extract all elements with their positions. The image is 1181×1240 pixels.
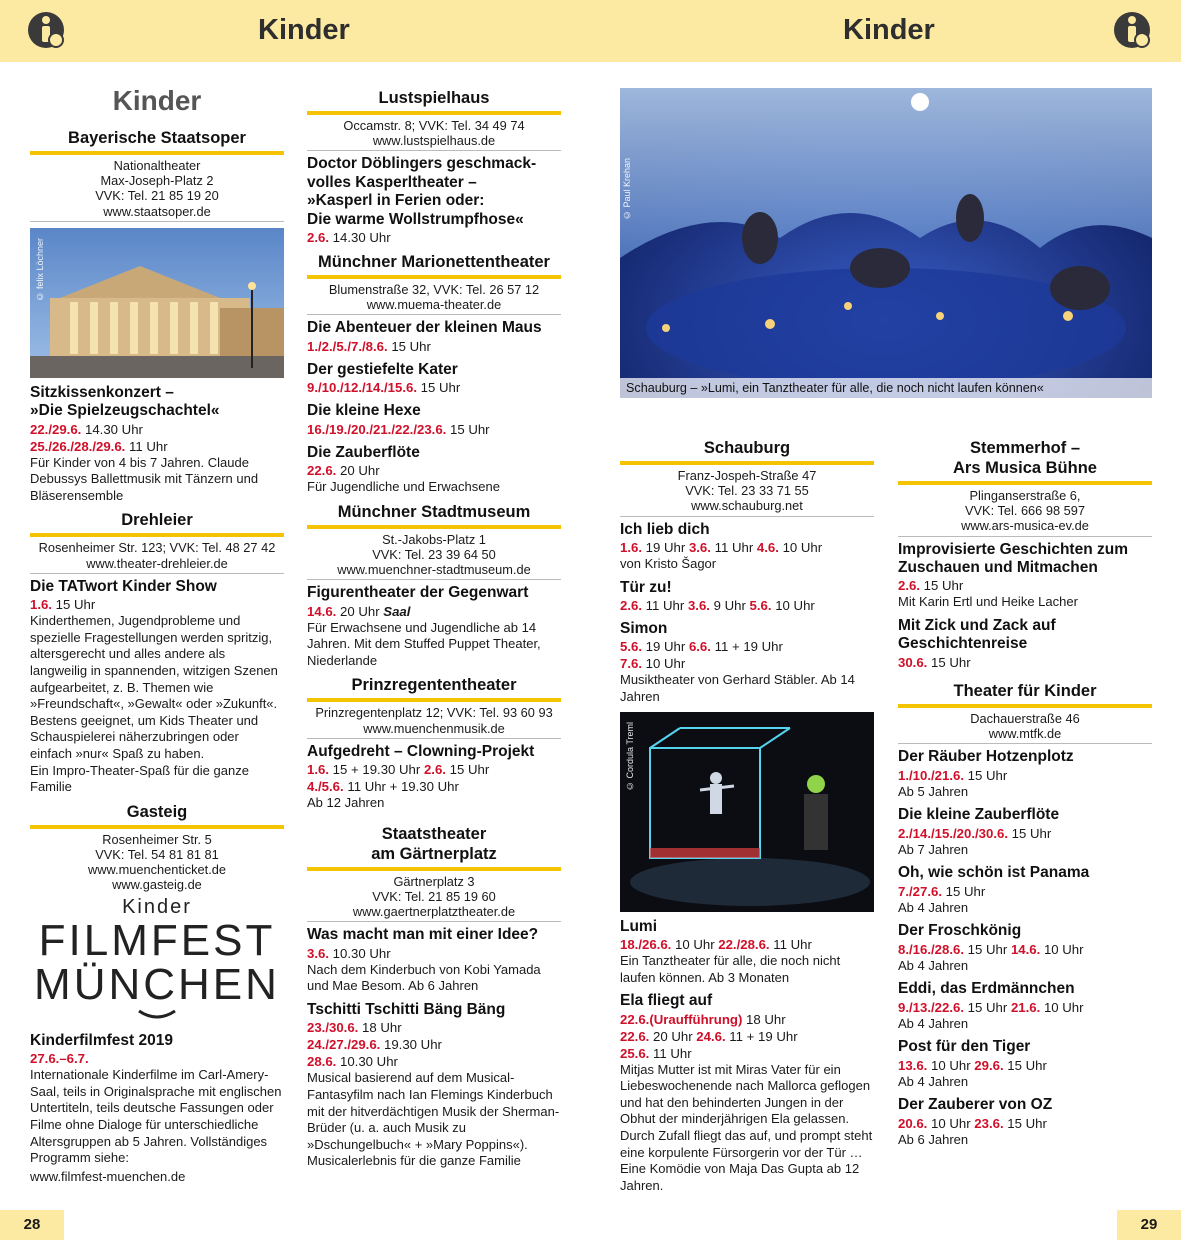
event-description: Bestens geeignet, um Kids Theater und Schauspielerei näherzubringen oder einfach »nur« Spaß zu haben. (30, 712, 259, 761)
venue-address: Nationaltheater Max-Joseph-Platz 2 VVK: Tel. 21 85 19 20 www.staatsoper.de (30, 155, 284, 222)
event-description: Ab 5 Jahren (898, 783, 969, 799)
column-1 (30, 80, 284, 1191)
event-description: von Kristo Šagor (620, 556, 717, 572)
venue-link[interactable]: www.muema-theater.de (366, 297, 502, 313)
event-description: Ab 4 Jahren (898, 1015, 969, 1031)
event-title: Die Zauberflöte (307, 443, 420, 461)
venue-address: Rosenheimer Str. 123; VVK: Tel. 48 27 42 www.theater-drehleier.de (30, 537, 284, 573)
column-3 (620, 432, 874, 1200)
venue-address: Dachauerstraße 46 www.mtfk.de (898, 708, 1152, 744)
venue-link[interactable]: www.schauburg.net (691, 498, 803, 514)
event-description: Ein Tanztheater für alle, die noch nicht laufen können. Ab 3 Monaten (620, 953, 841, 985)
event (307, 402, 561, 437)
event-description: Musiktheater von Gerhard Stäbler. Ab 14 Jahren (620, 672, 855, 705)
event-time: 15 Uhr (391, 338, 431, 354)
event: Tür zu! 2.6. 11 Uhr 3.6. 9 Uhr 5.6. 10 Uhr (620, 579, 874, 614)
venue-link[interactable]: www.muenchenmusik.de (363, 720, 505, 736)
event: Improvisierte Geschichten zum Zuschauen und Mitmachen 2.6. 15 Uhr Mit Karin Ertl und Heike Lacher (898, 541, 1152, 611)
event-time: 15 Uhr (420, 380, 461, 396)
right-header-title: Kinder (843, 14, 935, 46)
filmfest-logo: Kinder FILMFEST MÜNCHEN (30, 899, 284, 1032)
event-time: 14.30 Uhr (85, 421, 143, 437)
venue-link[interactable]: www.gasteig.de (112, 877, 202, 893)
smile-icon (137, 1009, 177, 1021)
event-date: 22.6. (307, 463, 337, 479)
event-date: 16./19./20./21./22./23.6. (307, 421, 447, 437)
event-time: 11 Uhr (129, 438, 168, 454)
info-icon (1112, 10, 1152, 50)
event-date: 27.6.–6.7. (30, 1051, 89, 1067)
event-link[interactable]: www.filmfest-muenchen.de (30, 1168, 186, 1184)
event-description: Ab 12 Jahren (307, 795, 385, 811)
event (307, 584, 561, 669)
event-date: 2.6. (307, 230, 329, 246)
venue-heading: Lustspielhaus (307, 88, 561, 115)
event-description: Ab 4 Jahren (898, 899, 969, 915)
event-title: Was macht man mit einer Idee? (307, 926, 539, 944)
event-time: 15 Uhr (55, 597, 96, 613)
event-title: Improvisierte Geschichten zum Zuschauen und Mitmachen (898, 540, 1128, 577)
photo-credit: © Paul Krehan (622, 158, 632, 221)
event-title: Tschitti Tschitti Bäng Bäng (307, 1001, 506, 1019)
photo-caption: Schauburg – »Lumi, ein Tanztheater für alle, die noch nicht laufen können« (620, 378, 1152, 398)
venue-heading: Schauburg (620, 438, 874, 465)
event-title: Der gestiefelte Kater (307, 360, 458, 378)
section-title: Kinder (112, 85, 202, 116)
event-date: 1.6. (30, 597, 52, 613)
left-header-title: Kinder (258, 14, 350, 46)
page-number-right: 29 (1117, 1210, 1181, 1240)
event-date: 1./2./5./7./8.6. (307, 338, 388, 354)
event-description: Internationale Kinderfilme im Carl-Amery-Saal, teils in Originalsprache mit englischen Untertiteln, teils deutsche Fassungen oder Filme ohne Dialoge für unterschiedliche Altersgruppen ab 5 Jahren. Vollständiges Programm siehe: (30, 1067, 282, 1166)
event-date: 22./29.6. (30, 421, 82, 437)
venue-address: Blumenstraße 32, VVK: Tel. 26 57 12 www.muema-theater.de (307, 279, 561, 315)
venue-link[interactable]: www.theater-drehleier.de (86, 555, 228, 571)
event: Was macht man mit einer Idee? 3.6. 10.30 Uhr Nach dem Kinderbuch von Kobi Yamada und Mae Besom. Ab 6 Jahren (307, 926, 561, 995)
event-description: Ab 4 Jahren (898, 957, 969, 973)
info-icon (26, 10, 66, 50)
venue-link[interactable]: www.gaertnerplatztheater.de (352, 904, 516, 920)
venue-heading: Gasteig (30, 802, 284, 829)
event-description: Kinderthemen, Jugendprobleme und spezielle Fragestellungen werden spritzig, altersgerecht und alles andere als langweilig in spannenden, witzigen Szenen aufgearbeitet, z. B. Themen wie »Freundschaft«, »Gewalt« oder »Zukunft«. (30, 613, 278, 712)
page-number-left: 28 (0, 1210, 64, 1240)
venue-heading: Bayerische Staatsoper (30, 128, 284, 155)
event-title: Tür zu! (620, 578, 672, 596)
event (307, 155, 561, 246)
ela-photo (620, 712, 874, 912)
event (307, 361, 561, 396)
event: Simon 5.6. 19 Uhr 6.6. 11 + 19 Uhr 7.6. 10 Uhr Musiktheater von Gerhard Stäbler. Ab 14 Jahren (620, 620, 874, 706)
event: Die kleine Zauberflöte 2./14./15./20./30.6. 15 Uhr Ab 7 Jahren (898, 806, 1152, 858)
event: Ela fliegt auf 22.6.(Uraufführung) 18 Uhr 22.6. 20 Uhr 24.6. 11 + 19 Uhr 25.6. 11 Uhr Mitjas Mutter ist mit Miras Vater für ein Liebeswochenende nach Mallorca geflogen und hat den behinderten Jungen in der Obhut der minderjährigen Ela gelassen. Durch Zufall fliegt das auf, und prompt steht eine korpulente Fürsorgerin vor der Tür … Eine Komödie von Maja Das Gupta ab 12 Jahren. (620, 992, 873, 1193)
venue-heading: Drehleier (30, 510, 284, 537)
event-title: Die TATwort Kinder Show (30, 577, 217, 595)
venue-address: Occamstr. 8; VVK: Tel. 34 49 74 www.lustspielhaus.de (307, 115, 561, 151)
event: Der Froschkönig 8./16./28.6. 15 Uhr 14.6. 10 Uhr Ab 4 Jahren (898, 922, 1152, 974)
venue-address: Rosenheimer Str. 5 VVK: Tel. 54 81 81 81 www.muenchenticket.de www.gasteig.de (30, 829, 284, 895)
event-description: Mitjas Mutter ist mit Miras Vater für ein Liebeswochenende nach Mallorca geflogen und hat den behinderten Jungen in der Obhut der minderjährigen Ela gelassen. Durch Zufall fliegt das auf, und prompt steht eine korpulente Fürsorgerin vor der Tür … Eine Komödie von Maja Das Gupta ab 12 Jahren. (620, 1061, 873, 1193)
event-title: Ela fliegt auf (620, 992, 713, 1010)
venue-address: St.-Jakobs-Platz 1 VVK: Tel. 23 39 64 50 www.muenchner-stadtmuseum.de (307, 529, 561, 581)
event: Lumi 18./26.6. 10 Uhr 22./28.6. 11 Uhr Ein Tanztheater für alle, die noch nicht laufen können. Ab 3 Monaten (620, 918, 874, 987)
event-title: Kinderfilmfest 2019 (30, 1031, 173, 1049)
event-title: Sitzkissenkonzert – »Die Spielzeugschachtel« (30, 383, 220, 420)
event-title: Simon (620, 620, 668, 638)
event-title: Figurentheater der Gegenwart (307, 584, 529, 602)
event-title: Doctor Döblingers geschmack- volles Kasperltheater – »Kasperl in Ferien oder: Die warme Wollstrumpfhose« (307, 155, 537, 228)
venue-link[interactable]: www.staatsoper.de (103, 203, 211, 219)
event-description: Für Jugendliche und Erwachsene (307, 479, 500, 495)
venue-address: Gärtnerplatz 3 VVK: Tel. 21 85 19 60 www.gaertnerplatztheater.de (307, 871, 561, 923)
venue-link[interactable]: www.muenchenticket.de (88, 862, 226, 878)
event-title: Die kleine Hexe (307, 402, 421, 420)
event (307, 319, 561, 354)
event-title: Die kleine Zauberflöte (898, 806, 1060, 824)
venue-heading: Theater für Kinder (898, 681, 1152, 708)
event-title: Lumi (620, 917, 658, 935)
event (307, 444, 561, 496)
event: Der Räuber Hotzenplotz 1./10./21.6. 15 Uhr Ab 5 Jahren (898, 748, 1152, 800)
venue-heading: Staatstheater am Gärtnerplatz (307, 824, 561, 871)
event-title: Der Räuber Hotzenplotz (898, 748, 1074, 766)
venue-heading: Prinzregententheater (307, 675, 561, 702)
event-title: Post für den Tiger (898, 1038, 1031, 1056)
event: Der Zauberer von OZ 20.6. 10 Uhr 23.6. 15 Uhr Ab 6 Jahren (898, 1096, 1152, 1148)
event-title: Die Abenteuer der kleinen Maus (307, 319, 542, 337)
event-description: Nach dem Kinderbuch von Kobi Yamada und Mae Besom. Ab 6 Jahren (307, 961, 541, 994)
venue-heading: Münchner Marionettentheater (307, 252, 561, 279)
event-description: Für Erwachsene und Jugendliche ab 14 Jahren. Mit dem Stuffed Puppet Theater, Niederlande (307, 619, 541, 668)
venue-address: Prinzregentenplatz 12; VVK: Tel. 93 60 93 www.muenchenmusik.de (307, 702, 561, 738)
event-title: Aufgedreht – Clowning-Projekt (307, 742, 535, 760)
photo-credit: © Cordula Treml (625, 721, 635, 791)
event-date: 14.6. (307, 603, 337, 619)
event: Post für den Tiger 13.6. 10 Uhr 29.6. 15 Uhr Ab 4 Jahren (898, 1038, 1152, 1090)
event-description: Ab 6 Jahren (898, 1131, 969, 1147)
header-bar (0, 0, 1181, 62)
event-time: 20 Uhr (340, 463, 380, 479)
event (30, 384, 284, 505)
venue-heading: Stemmerhof – Ars Musica Bühne (898, 438, 1152, 485)
event-time: 20 Uhr (340, 603, 380, 619)
event-title: Oh, wie schön ist Panama (898, 864, 1090, 882)
event-description: Mit Karin Ertl und Heike Lacher (898, 594, 1078, 610)
event (30, 578, 284, 796)
event: Mit Zick und Zack auf Geschichtenreise 30.6. 15 Uhr (898, 617, 1152, 671)
event-time: 14.30 Uhr (332, 230, 391, 246)
photo-credit: © felix Löchner (35, 237, 45, 302)
event-date: 9./10./12./14./15.6. (307, 380, 417, 396)
event-title: Der Zauberer von OZ (898, 1096, 1053, 1114)
event-description: Ab 7 Jahren (898, 841, 969, 857)
venue-heading: Münchner Stadtmuseum (307, 502, 561, 529)
lumi-photo (620, 88, 1152, 398)
event-date: 25./26./28./29.6. (30, 438, 126, 454)
event: Aufgedreht – Clowning-Projekt 1.6. 15 + 19.30 Uhr 2.6. 15 Uhr 4./5.6. 11 Uhr + 19.30 Uhr Ab 12 Jahren (307, 743, 561, 812)
event-title: Ich lieb dich (620, 520, 710, 538)
venue-link[interactable]: www.ars-musica-ev.de (961, 518, 1089, 534)
event-description: Ein Impro-Theater-Spaß für die ganze Familie (30, 762, 249, 795)
venue-link[interactable]: www.lustspielhaus.de (372, 133, 496, 149)
event-description: Ab 4 Jahren (898, 1073, 969, 1089)
event: Ich lieb dich 1.6. 19 Uhr 3.6. 11 Uhr 4.6. 10 Uhr von Kristo Šagor (620, 521, 874, 573)
event-title: Der Froschkönig (898, 922, 1022, 940)
event: Eddi, das Erdmännchen 9./13./22.6. 15 Uhr 21.6. 10 Uhr Ab 4 Jahren (898, 980, 1152, 1032)
column-4 (898, 432, 1152, 1154)
venue-link[interactable]: www.muenchner-stadtmuseum.de (337, 562, 531, 578)
event: Tschitti Tschitti Bäng Bäng 23./30.6. 18 Uhr 24./27./29.6. 19.30 Uhr 28.6. 10.30 Uhr Musical basierend auf dem Musical-Fantasyfilm nach Ian Flemings Kinderbuch mit der hitverdächtigen Musik der Sherman-Brüder (u. a. auch Musik zu »Dschungelbuch« + »Mary Poppins«). Musicalerlebnis für die ganze Familie (307, 1001, 560, 1169)
event-title: Eddi, das Erdmännchen (898, 980, 1075, 998)
venue-address: Franz-Jospeh-Straße 47 VVK: Tel. 23 33 71 55 www.schauburg.net (620, 465, 874, 517)
event-venue: Saal (383, 603, 411, 619)
event-description: Musical basierend auf dem Musical-Fantasyfilm nach Ian Flemings Kinderbuch mit der hitverdächtigen Musik der Sherman-Brüder (u. a. auch Musik zu »Dschungelbuch« + »Mary Poppins«). Musicalerlebnis für die ganze Familie (307, 1070, 560, 1169)
venue-address: Plinganserstraße 6, VVK: Tel. 666 98 597 www.ars-musica-ev.de (898, 485, 1152, 537)
event-description: Für Kinder von 4 bis 7 Jahren. Claude Debussys Ballettmusik mit Tänzern und Bläserensemble (30, 454, 259, 503)
event-title: Mit Zick und Zack auf Geschichtenreise (898, 617, 1056, 653)
column-2 (307, 88, 561, 1176)
event: Oh, wie schön ist Panama 7./27.6. 15 Uhr Ab 4 Jahren (898, 864, 1152, 916)
event-time: 15 Uhr (449, 421, 490, 437)
event (30, 1032, 284, 1186)
venue-link[interactable]: www.mtfk.de (988, 726, 1062, 742)
opera-photo (30, 228, 284, 378)
